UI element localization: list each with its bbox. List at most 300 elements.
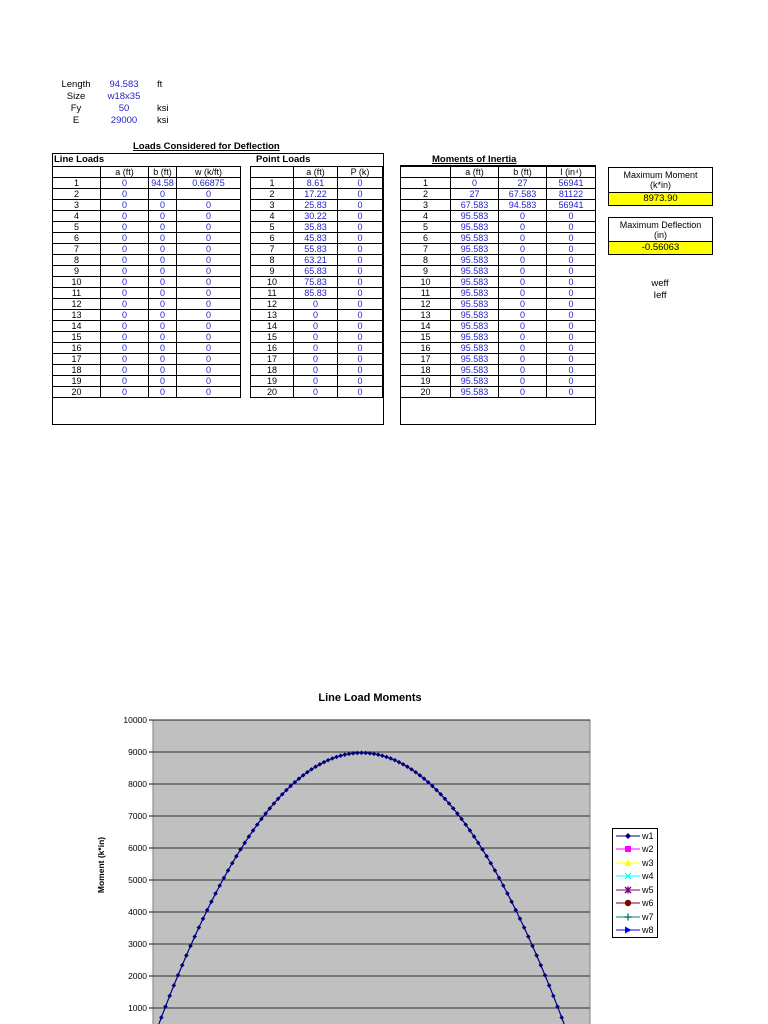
inertia-cell[interactable]: 7: [401, 244, 451, 255]
inertia-cell[interactable]: 0: [547, 288, 596, 299]
point-load-cell[interactable]: 0: [294, 365, 338, 376]
line-load-cell[interactable]: 0: [101, 343, 149, 354]
inertia-header: I (in⁴): [547, 167, 596, 178]
inertia-cell[interactable]: 0: [499, 321, 547, 332]
point-load-cell[interactable]: 13: [251, 310, 294, 321]
inertia-row: [401, 277, 596, 288]
inertia-cell[interactable]: 0: [547, 233, 596, 244]
point-load-cell[interactable]: 65.83: [294, 266, 338, 277]
inertia-header: a (ft): [451, 167, 499, 178]
inertia-title: Moments of Inertia: [432, 154, 517, 165]
line-load-cell[interactable]: 0: [177, 266, 241, 277]
inertia-cell[interactable]: 0: [547, 332, 596, 343]
point-load-cell[interactable]: 19: [251, 376, 294, 387]
line-load-cell[interactable]: 0: [101, 332, 149, 343]
line-load-cell[interactable]: 0: [177, 189, 241, 200]
inertia-row: [401, 387, 596, 398]
inertia-cell[interactable]: 0: [499, 233, 547, 244]
line-load-row: [53, 255, 241, 266]
point-load-cell[interactable]: 7: [251, 244, 294, 255]
point-load-cell[interactable]: 30.22: [294, 211, 338, 222]
y-tick-label: 1000: [128, 1003, 147, 1013]
inertia-cell[interactable]: 95.583: [451, 299, 499, 310]
line-load-row: [53, 266, 241, 277]
inertia-cell[interactable]: 0: [451, 178, 499, 189]
inertia-cell[interactable]: 0: [499, 376, 547, 387]
line-load-row: [53, 332, 241, 343]
legend-item: [613, 897, 657, 911]
line-load-cell[interactable]: 7: [53, 244, 101, 255]
legend-label: w1: [642, 830, 654, 841]
point-load-cell[interactable]: 2: [251, 189, 294, 200]
line-load-cell[interactable]: 0: [177, 255, 241, 266]
line-load-cell[interactable]: 0: [149, 299, 177, 310]
line-load-cell[interactable]: 0: [177, 222, 241, 233]
line-load-cell[interactable]: 0: [101, 321, 149, 332]
inertia-cell[interactable]: 56941: [547, 200, 596, 211]
inertia-cell[interactable]: 0: [547, 211, 596, 222]
inertia-cell[interactable]: 56941: [547, 178, 596, 189]
line-load-cell[interactable]: 0: [101, 178, 149, 189]
inertia-cell[interactable]: 0: [547, 299, 596, 310]
point-load-cell[interactable]: 11: [251, 288, 294, 299]
line-load-row: [53, 244, 241, 255]
line-load-header: b (ft): [149, 167, 177, 178]
inertia-cell[interactable]: 5: [401, 222, 451, 233]
line-load-row: [53, 343, 241, 354]
param-unit: ksi: [157, 115, 169, 126]
point-load-cell[interactable]: 0: [338, 255, 383, 266]
inertia-cell[interactable]: 0: [499, 255, 547, 266]
inertia-cell[interactable]: 81122: [547, 189, 596, 200]
point-load-cell[interactable]: 1: [251, 178, 294, 189]
legend-label: w5: [642, 884, 654, 895]
inertia-cell[interactable]: 0: [547, 321, 596, 332]
point-load-cell[interactable]: 0: [338, 266, 383, 277]
inertia-cell[interactable]: 95.583: [451, 310, 499, 321]
legend-label: w8: [642, 925, 654, 936]
inertia-cell[interactable]: 95.583: [451, 277, 499, 288]
line-load-cell[interactable]: 0: [101, 189, 149, 200]
line-load-row: [53, 178, 241, 189]
weff-label: weff: [651, 278, 669, 289]
point-load-cell[interactable]: 0: [294, 310, 338, 321]
inertia-cell[interactable]: 94.583: [499, 200, 547, 211]
point-load-cell[interactable]: 0: [338, 178, 383, 189]
inertia-cell[interactable]: 67.583: [499, 189, 547, 200]
inertia-cell[interactable]: 0: [547, 376, 596, 387]
inertia-cell[interactable]: 95.583: [451, 211, 499, 222]
line-load-cell[interactable]: 0: [149, 211, 177, 222]
inertia-cell[interactable]: 0: [547, 310, 596, 321]
inertia-cell[interactable]: 95.583: [451, 332, 499, 343]
inertia-cell[interactable]: 0: [499, 244, 547, 255]
inertia-cell[interactable]: 95.583: [451, 255, 499, 266]
inertia-cell[interactable]: 67.583: [451, 200, 499, 211]
line-load-cell[interactable]: 0: [149, 387, 177, 398]
line-load-cell[interactable]: 10: [53, 277, 101, 288]
point-load-cell[interactable]: 35.83: [294, 222, 338, 233]
point-load-cell[interactable]: 0: [338, 387, 383, 398]
line-load-cell[interactable]: 0: [177, 200, 241, 211]
inertia-cell[interactable]: 0: [499, 277, 547, 288]
inertia-cell[interactable]: 95.583: [451, 321, 499, 332]
line-load-row: [53, 376, 241, 387]
point-load-header: P (k): [338, 167, 383, 178]
point-load-cell[interactable]: 18: [251, 365, 294, 376]
line-load-cell[interactable]: 13: [53, 310, 101, 321]
line-load-cell[interactable]: 0: [149, 266, 177, 277]
inertia-cell[interactable]: 0: [499, 310, 547, 321]
inertia-cell[interactable]: 6: [401, 233, 451, 244]
inertia-cell[interactable]: 0: [547, 354, 596, 365]
inertia-cell[interactable]: 0: [499, 332, 547, 343]
line-load-cell[interactable]: 0: [101, 365, 149, 376]
point-load-row: [251, 288, 383, 299]
param-label: Fy: [70, 103, 82, 114]
line-loads-table: [52, 166, 241, 398]
point-load-cell[interactable]: 20: [251, 387, 294, 398]
y-tick-label: 2000: [128, 971, 147, 981]
line-load-cell[interactable]: 0: [149, 189, 177, 200]
param-label: Length: [61, 79, 91, 90]
point-load-cell[interactable]: 45.83: [294, 233, 338, 244]
inertia-cell[interactable]: 1: [401, 178, 451, 189]
point-load-row: [251, 365, 383, 376]
line-load-header: w (k/ft): [177, 167, 241, 178]
y-tick-label: 5000: [128, 875, 147, 885]
y-tick-label: 4000: [128, 907, 147, 917]
inertia-cell[interactable]: 0: [547, 343, 596, 354]
inertia-cell[interactable]: 0: [499, 211, 547, 222]
line-load-cell[interactable]: 8: [53, 255, 101, 266]
legend-label: w2: [642, 844, 654, 855]
point-load-row: [251, 211, 383, 222]
line-load-cell[interactable]: 0: [101, 266, 149, 277]
point-load-row: [251, 321, 383, 332]
inertia-cell[interactable]: 0: [547, 277, 596, 288]
line-load-cell[interactable]: 0: [149, 222, 177, 233]
line-load-cell[interactable]: 20: [53, 387, 101, 398]
inertia-row: [401, 354, 596, 365]
line-load-cell[interactable]: 14: [53, 321, 101, 332]
point-load-cell[interactable]: 0: [338, 343, 383, 354]
inertia-cell[interactable]: 16: [401, 343, 451, 354]
point-load-cell[interactable]: 17: [251, 354, 294, 365]
param-value: 94.583: [109, 79, 139, 90]
point-load-cell[interactable]: 0: [338, 211, 383, 222]
point-load-cell[interactable]: 0: [338, 321, 383, 332]
point-load-cell[interactable]: 0: [338, 376, 383, 387]
point-load-row: [251, 233, 383, 244]
line-load-cell[interactable]: 0: [177, 244, 241, 255]
inertia-cell[interactable]: 10: [401, 277, 451, 288]
point-load-cell[interactable]: 14: [251, 321, 294, 332]
point-load-cell[interactable]: 16: [251, 343, 294, 354]
param-label: E: [72, 115, 80, 126]
point-load-cell[interactable]: 0: [338, 200, 383, 211]
inertia-cell[interactable]: 12: [401, 299, 451, 310]
point-load-cell[interactable]: 25.83: [294, 200, 338, 211]
plot-background: [153, 720, 590, 1024]
line-load-cell[interactable]: 16: [53, 343, 101, 354]
line-load-cell[interactable]: 18: [53, 365, 101, 376]
line-load-cell[interactable]: 0: [149, 332, 177, 343]
point-load-row: [251, 200, 383, 211]
point-load-cell[interactable]: 0: [338, 244, 383, 255]
point-load-row: [251, 310, 383, 321]
line-load-cell[interactable]: 0: [177, 299, 241, 310]
inertia-row: [401, 288, 596, 299]
y-tick-label: 6000: [128, 843, 147, 853]
line-load-cell[interactable]: 3: [53, 200, 101, 211]
legend-item: [613, 829, 657, 843]
inertia-cell[interactable]: 0: [547, 255, 596, 266]
line-load-cell[interactable]: 12: [53, 299, 101, 310]
inertia-row: [401, 376, 596, 387]
inertia-cell[interactable]: 95.583: [451, 354, 499, 365]
param-value: 50: [118, 103, 130, 114]
line-load-cell[interactable]: 0: [101, 277, 149, 288]
inertia-cell[interactable]: 0: [499, 266, 547, 277]
line-load-cell[interactable]: 0: [101, 211, 149, 222]
inertia-cell[interactable]: 0: [499, 343, 547, 354]
line-load-row: [53, 277, 241, 288]
inertia-cell[interactable]: 0: [499, 387, 547, 398]
line-load-cell[interactable]: 0: [149, 277, 177, 288]
line-load-row: [53, 211, 241, 222]
line-load-cell[interactable]: 0: [177, 387, 241, 398]
max-deflection-label: Maximum Deflection: [619, 220, 702, 230]
point-load-cell[interactable]: 0: [338, 288, 383, 299]
point-load-cell[interactable]: 5: [251, 222, 294, 233]
inertia-cell[interactable]: 9: [401, 266, 451, 277]
point-load-cell[interactable]: 3: [251, 200, 294, 211]
point-load-cell[interactable]: 0: [294, 387, 338, 398]
inertia-cell[interactable]: 0: [547, 244, 596, 255]
inertia-cell[interactable]: 14: [401, 321, 451, 332]
point-load-row: [251, 189, 383, 200]
line-load-cell[interactable]: 0: [177, 321, 241, 332]
legend-swatch-w8: [615, 925, 641, 935]
line-load-cell[interactable]: 0: [101, 233, 149, 244]
point-load-cell[interactable]: 0: [294, 332, 338, 343]
line-load-row: [53, 288, 241, 299]
plot-area: [123, 715, 590, 1024]
line-load-cell[interactable]: 0: [177, 277, 241, 288]
point-load-cell[interactable]: 0: [338, 310, 383, 321]
inertia-cell[interactable]: 0: [547, 266, 596, 277]
inertia-cell[interactable]: 0: [499, 222, 547, 233]
point-load-cell[interactable]: 85.83: [294, 288, 338, 299]
inertia-cell[interactable]: 95.583: [451, 233, 499, 244]
inertia-cell[interactable]: 4: [401, 211, 451, 222]
point-load-cell[interactable]: 63.21: [294, 255, 338, 266]
point-load-cell[interactable]: 0: [338, 222, 383, 233]
line-load-cell[interactable]: 0: [101, 310, 149, 321]
line-load-row: [53, 299, 241, 310]
line-load-cell[interactable]: 0: [177, 288, 241, 299]
point-load-header: a (ft): [294, 167, 338, 178]
line-load-cell[interactable]: 0: [177, 310, 241, 321]
line-load-cell[interactable]: 0: [101, 222, 149, 233]
line-load-row: [53, 387, 241, 398]
point-load-cell[interactable]: 15: [251, 332, 294, 343]
inertia-cell[interactable]: 95.583: [451, 288, 499, 299]
inertia-row: [401, 266, 596, 277]
line-load-cell[interactable]: 4: [53, 211, 101, 222]
legend-label: w3: [642, 857, 654, 868]
point-load-cell[interactable]: 0: [294, 321, 338, 332]
line-load-cell[interactable]: 0: [101, 288, 149, 299]
inertia-cell[interactable]: 95.583: [451, 266, 499, 277]
inertia-row: [401, 222, 596, 233]
point-load-cell[interactable]: 8.61: [294, 178, 338, 189]
legend-swatch-w7: [615, 912, 641, 922]
inertia-row: [401, 233, 596, 244]
legend-item: [613, 870, 657, 884]
line-load-row: [53, 189, 241, 200]
inertia-cell[interactable]: 2: [401, 189, 451, 200]
point-load-cell[interactable]: 10: [251, 277, 294, 288]
point-load-cell[interactable]: 0: [338, 299, 383, 310]
legend-label: w6: [642, 898, 654, 909]
inertia-cell[interactable]: 15: [401, 332, 451, 343]
point-load-cell[interactable]: 6: [251, 233, 294, 244]
inertia-row: [401, 200, 596, 211]
line-load-cell[interactable]: 0: [149, 244, 177, 255]
max-deflection-value: -0.56063: [608, 241, 713, 255]
inertia-cell[interactable]: 95.583: [451, 376, 499, 387]
line-load-cell[interactable]: 0: [149, 321, 177, 332]
legend-item: [613, 883, 657, 897]
line-load-cell[interactable]: 0: [177, 211, 241, 222]
line-load-cell[interactable]: 0: [149, 343, 177, 354]
point-load-cell[interactable]: 9: [251, 266, 294, 277]
point-loads-title: Point Loads: [256, 154, 311, 165]
inertia-row: [401, 189, 596, 200]
line-load-cell[interactable]: 94.58: [149, 178, 177, 189]
legend-item: [613, 924, 657, 938]
inertia-row: [401, 299, 596, 310]
y-tick-label: 9000: [128, 747, 147, 757]
line-load-cell[interactable]: 11: [53, 288, 101, 299]
inertia-cell[interactable]: 95.583: [451, 365, 499, 376]
inertia-cell[interactable]: 27: [451, 189, 499, 200]
inertia-cell[interactable]: 95.583: [451, 244, 499, 255]
inertia-cell[interactable]: 11: [401, 288, 451, 299]
inertia-cell[interactable]: 0: [499, 354, 547, 365]
point-load-row: [251, 277, 383, 288]
inertia-cell[interactable]: 18: [401, 365, 451, 376]
line-load-cell[interactable]: 0: [149, 310, 177, 321]
line-load-cell[interactable]: 0: [149, 288, 177, 299]
inertia-cell[interactable]: 17: [401, 354, 451, 365]
line-load-cell[interactable]: 0: [177, 233, 241, 244]
legend-item: [613, 856, 657, 870]
legend-swatch-w5: [615, 885, 641, 895]
line-load-cell[interactable]: 0: [177, 332, 241, 343]
line-load-cell[interactable]: 19: [53, 376, 101, 387]
inertia-row: [401, 321, 596, 332]
line-load-cell[interactable]: 0: [149, 376, 177, 387]
inertia-row: [401, 211, 596, 222]
inertia-cell[interactable]: 19: [401, 376, 451, 387]
line-load-cell[interactable]: 0: [101, 244, 149, 255]
line-load-cell[interactable]: 0: [149, 255, 177, 266]
line-load-cell[interactable]: 9: [53, 266, 101, 277]
inertia-cell[interactable]: 8: [401, 255, 451, 266]
inertia-cell[interactable]: 0: [499, 288, 547, 299]
point-load-cell[interactable]: 17.22: [294, 189, 338, 200]
point-load-cell[interactable]: 0: [338, 365, 383, 376]
point-load-cell[interactable]: 12: [251, 299, 294, 310]
inertia-cell[interactable]: 20: [401, 387, 451, 398]
legend-label: w7: [642, 911, 654, 922]
point-load-cell[interactable]: 0: [294, 299, 338, 310]
inertia-cell[interactable]: 95.583: [451, 343, 499, 354]
legend-label: w4: [642, 871, 654, 882]
line-load-cell[interactable]: 0: [177, 365, 241, 376]
inertia-cell[interactable]: 95.583: [451, 222, 499, 233]
inertia-cell[interactable]: 0: [547, 365, 596, 376]
inertia-cell[interactable]: 95.583: [451, 387, 499, 398]
inertia-cell[interactable]: 0: [499, 365, 547, 376]
point-load-cell[interactable]: 0: [338, 277, 383, 288]
line-load-cell[interactable]: 0: [101, 387, 149, 398]
line-load-cell[interactable]: 0.66875: [177, 178, 241, 189]
point-load-cell[interactable]: 55.83: [294, 244, 338, 255]
point-load-cell[interactable]: 0: [338, 354, 383, 365]
line-load-cell[interactable]: 5: [53, 222, 101, 233]
point-load-cell[interactable]: 0: [338, 189, 383, 200]
param-unit: ft: [157, 79, 163, 90]
inertia-cell[interactable]: 27: [499, 178, 547, 189]
line-load-cell[interactable]: 0: [177, 354, 241, 365]
line-load-cell[interactable]: 17: [53, 354, 101, 365]
legend-swatch-w6: [615, 898, 641, 908]
line-load-cell[interactable]: 0: [101, 255, 149, 266]
point-load-cell[interactable]: 0: [294, 354, 338, 365]
inertia-cell[interactable]: 0: [547, 387, 596, 398]
point-load-cell[interactable]: 75.83: [294, 277, 338, 288]
line-load-cell[interactable]: 15: [53, 332, 101, 343]
line-load-cell[interactable]: 0: [149, 354, 177, 365]
point-load-cell[interactable]: 0: [294, 376, 338, 387]
inertia-cell[interactable]: 13: [401, 310, 451, 321]
point-load-cell[interactable]: 0: [338, 332, 383, 343]
line-load-cell[interactable]: 0: [149, 365, 177, 376]
line-load-cell[interactable]: 6: [53, 233, 101, 244]
line-load-cell[interactable]: 2: [53, 189, 101, 200]
inertia-cell[interactable]: 0: [499, 299, 547, 310]
line-load-cell[interactable]: 0: [177, 376, 241, 387]
line-load-cell[interactable]: 0: [149, 200, 177, 211]
line-load-cell[interactable]: 0: [101, 354, 149, 365]
inertia-cell[interactable]: 0: [547, 222, 596, 233]
point-load-cell[interactable]: 4: [251, 211, 294, 222]
inertia-cell[interactable]: 3: [401, 200, 451, 211]
point-load-cell[interactable]: 8: [251, 255, 294, 266]
line-load-cell[interactable]: 0: [101, 200, 149, 211]
line-load-cell[interactable]: 1: [53, 178, 101, 189]
line-load-cell[interactable]: 0: [101, 376, 149, 387]
point-load-cell[interactable]: 0: [294, 343, 338, 354]
line-load-cell[interactable]: 0: [101, 299, 149, 310]
line-load-cell[interactable]: 0: [149, 233, 177, 244]
line-load-cell[interactable]: 0: [177, 343, 241, 354]
point-load-cell[interactable]: 0: [338, 233, 383, 244]
